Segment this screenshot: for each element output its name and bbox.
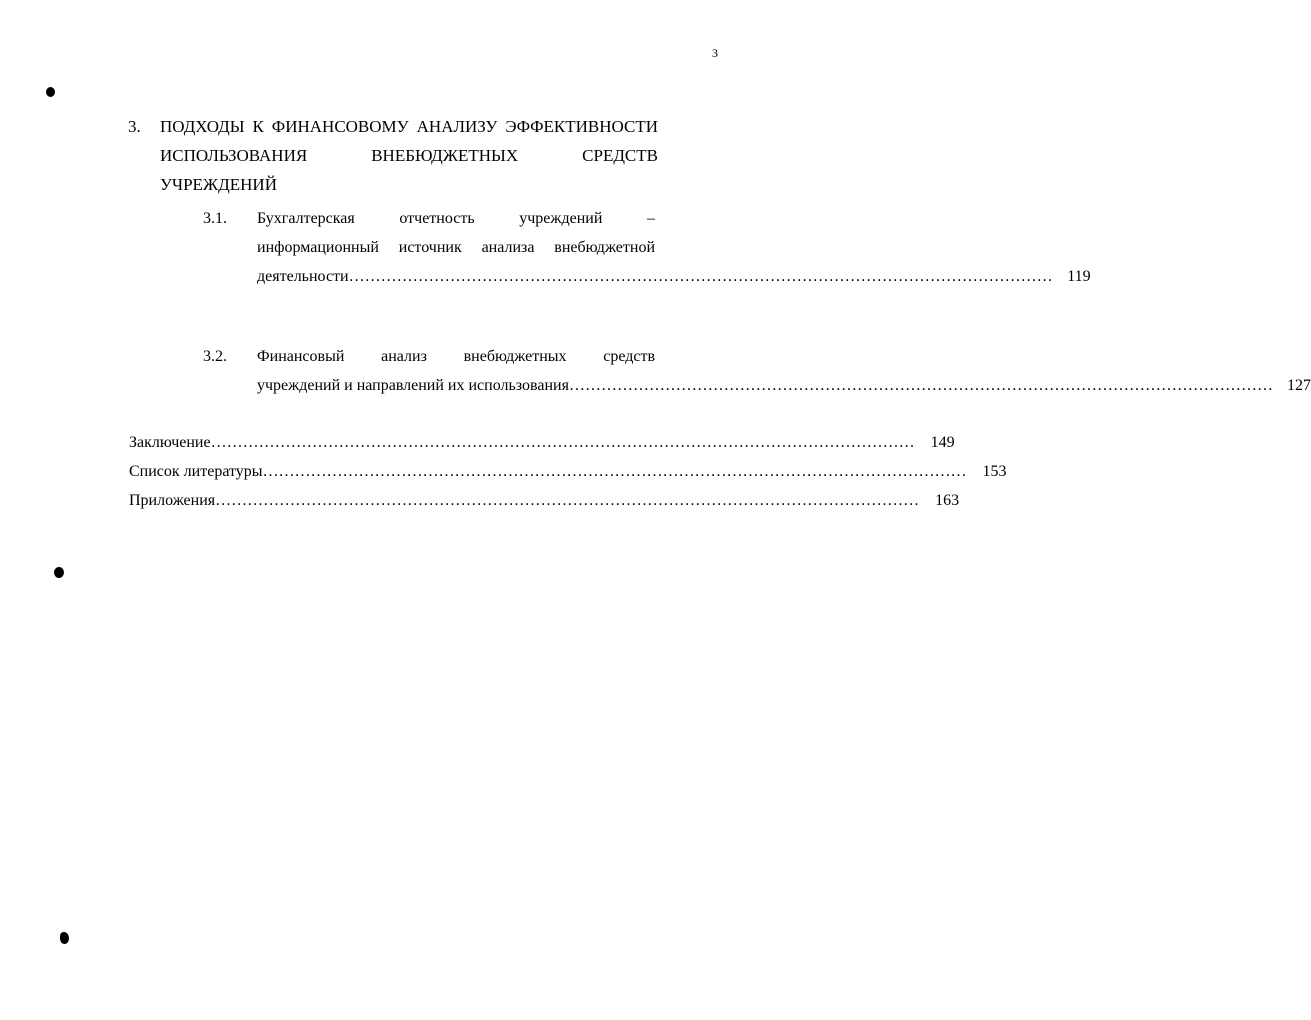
dot-leader: ……………………………………………………………………………………………………………………: [568, 377, 1273, 394]
section-title-line: Бухгалтерская отчетность учреждений –: [257, 210, 655, 227]
back-matter-list: [129, 428, 1007, 515]
section-title-line: деятельности: [257, 268, 349, 285]
section-number: 3.1.: [203, 210, 227, 227]
dot-leader: ……………………………………………………………………………………………………………………: [215, 492, 920, 509]
section-title-line: информационный источник анализа внебюджетной: [257, 239, 655, 256]
section-number: 3.2.: [203, 348, 227, 365]
dot-leader: ……………………………………………………………………………………………………………………: [210, 434, 915, 451]
toc-entry-bibliography[interactable]: [129, 457, 1007, 486]
chapter-title: [160, 112, 658, 199]
section-page-number: 119: [1067, 268, 1091, 285]
section-title-line: Финансовый анализ внебюджетных средств: [257, 348, 655, 365]
punch-hole-mark: [46, 87, 55, 97]
chapter-title-line: ИСПОЛЬЗОВАНИЯ ВНЕБЮДЖЕТНЫХ СРЕДСТВ: [160, 146, 658, 165]
entry-label: Заключение: [129, 434, 211, 451]
section-page-number: 127: [1286, 377, 1311, 394]
section-title: [257, 204, 1091, 291]
section-title: [257, 342, 1311, 400]
chapter-number: 3.: [128, 117, 141, 136]
entry-page-number: 153: [982, 463, 1007, 480]
toc-entry-appendices[interactable]: [129, 486, 960, 515]
toc-entry-conclusion[interactable]: [129, 428, 955, 457]
punch-hole-mark: [60, 932, 69, 944]
entry-page-number: 149: [930, 434, 955, 451]
entry-page-number: 163: [935, 492, 960, 509]
dot-leader: ……………………………………………………………………………………………………………………: [262, 463, 967, 480]
dot-leader: ……………………………………………………………………………………………………………………: [348, 268, 1053, 285]
section-title-line: учреждений и направлений их использования: [257, 377, 569, 394]
punch-hole-mark: [54, 567, 64, 578]
chapter-title-line: ПОДХОДЫ К ФИНАНСОВОМУ АНАЛИЗУ ЭФФЕКТИВНОСТИ: [160, 117, 658, 136]
chapter-title-line: УЧРЕЖДЕНИЙ: [160, 175, 277, 194]
entry-label: Список литературы: [129, 463, 263, 480]
entry-label: Приложения: [129, 492, 216, 509]
page-number: 3: [712, 46, 718, 60]
